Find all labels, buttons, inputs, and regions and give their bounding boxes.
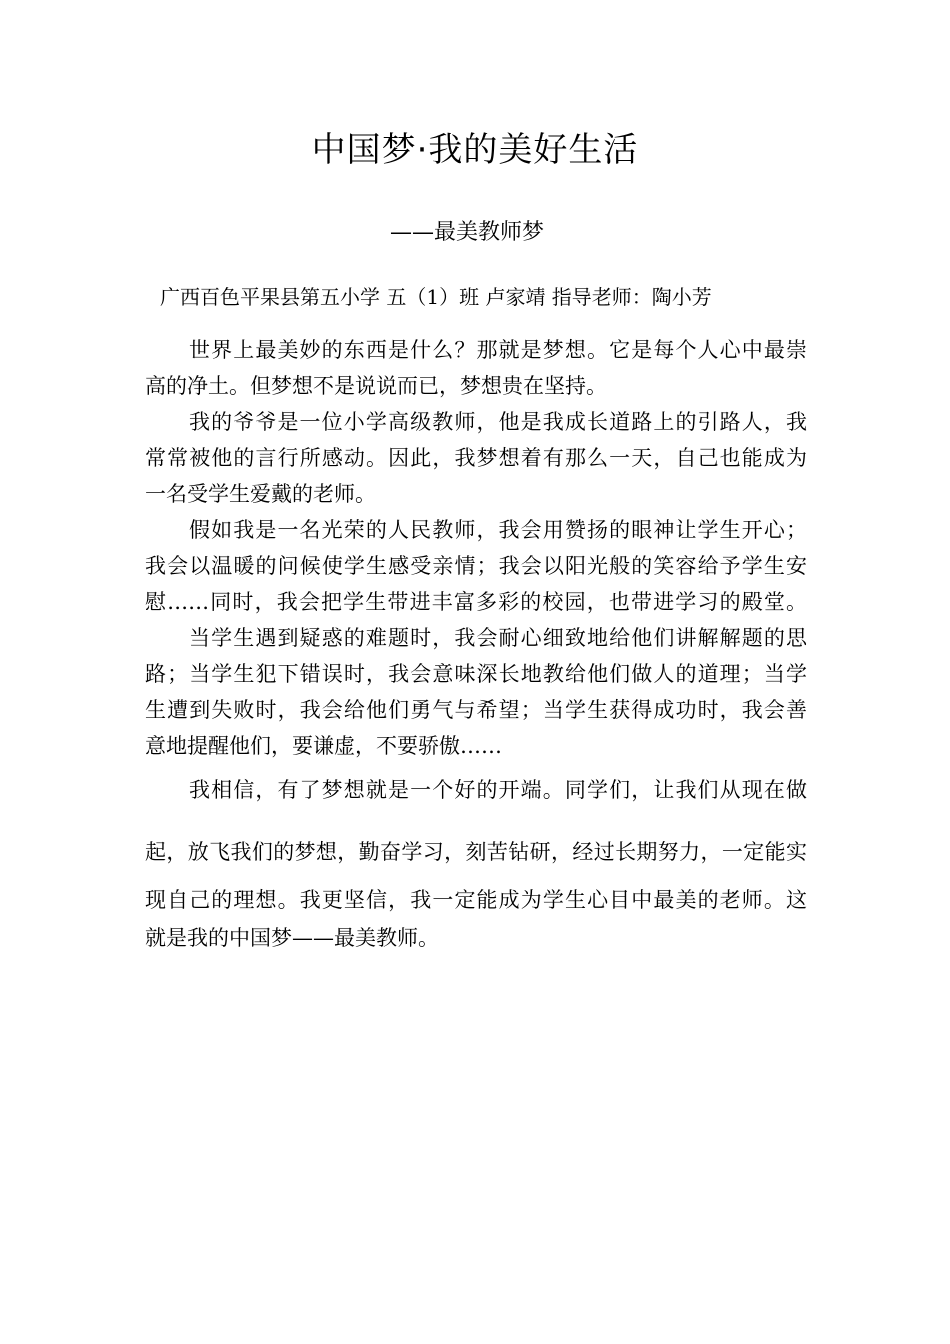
paragraph-3-line-1: 假如我是一名光荣的人民教师，我会用赞扬的眼神让学生开心； [189, 518, 807, 542]
paragraph-4-line-3: 生遭到失败时，我会给他们勇气与希望；当学生获得成功时，我会善 [145, 698, 807, 722]
document-title: 中国梦·我的美好生活 [311, 130, 639, 170]
paragraph-2-line-3: 一名受学生爱戴的老师。 [145, 482, 376, 506]
paragraph-4-line-2: 路；当学生犯下错误时，我会意味深长地教给他们做人的道理；当学 [145, 662, 807, 686]
paragraph-5-line-1: 我相信，有了梦想就是一个好的开端。同学们，让我们从现在做 [189, 778, 807, 802]
document-subtitle: ——最美教师梦 [390, 220, 545, 245]
paragraph-1-line-2: 高的净土。但梦想不是说说而已，梦想贵在坚持。 [145, 374, 607, 398]
author-byline: 广西百色平果县第五小学 五（1）班 卢家靖 指导老师：陶小芳 [160, 285, 712, 309]
paragraph-2-line-2: 常常被他的言行所感动。因此，我梦想着有那么一天，自己也能成为 [145, 446, 807, 470]
paragraph-2-line-1: 我的爷爷是一位小学高级教师，他是我成长道路上的引路人，我 [189, 410, 807, 434]
paragraph-5-line-2: 起，放飞我们的梦想，勤奋学习，刻苦钻研，经过长期努力，一定能实 [145, 840, 807, 864]
paragraph-3-line-2: 我会以温暖的问候使学生感受亲情；我会以阳光般的笑容给予学生安 [145, 554, 807, 578]
paragraph-5-line-3: 现自己的理想。我更坚信，我一定能成为学生心目中最美的老师。这 [145, 888, 807, 912]
paragraph-1-line-1: 世界上最美妙的东西是什么？那就是梦想。它是每个人心中最崇 [189, 338, 807, 362]
paragraph-5-line-4: 就是我的中国梦——最美教师。 [145, 926, 439, 950]
paragraph-4-line-4: 意地提醒他们，要谦虚，不要骄傲…… [145, 734, 502, 758]
paragraph-3-line-3: 慰……同时，我会把学生带进丰富多彩的校园，也带进学习的殿堂。 [145, 590, 807, 614]
paragraph-4-line-1: 当学生遇到疑惑的难题时，我会耐心细致地给他们讲解解题的思 [189, 626, 807, 650]
